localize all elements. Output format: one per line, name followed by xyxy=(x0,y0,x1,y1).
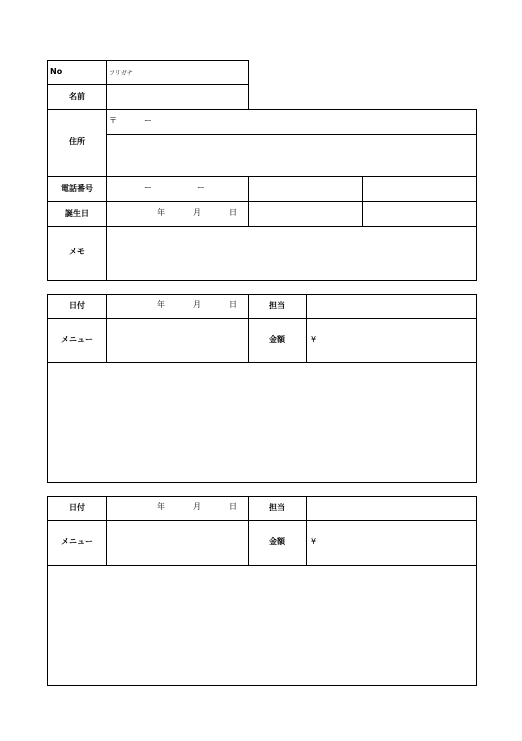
birthday-year-unit: 年 xyxy=(157,208,165,217)
record-1-menu-label: メニュー xyxy=(61,335,93,344)
postal-mark: 〒 xyxy=(109,116,117,125)
extra-field-1[interactable] xyxy=(249,177,361,200)
birthday-label: 誕生日 xyxy=(65,209,89,218)
record-2-staff-label: 担当 xyxy=(269,503,285,512)
record-2-yen-sign: ¥ xyxy=(311,537,317,546)
phone-dash-1: ー xyxy=(144,183,152,192)
record-1-col-divider-2 xyxy=(248,294,249,362)
furigana-label: フリガナ xyxy=(109,70,133,77)
phone-field[interactable] xyxy=(107,177,247,200)
name-label: 名前 xyxy=(69,92,85,101)
record-2-date-field[interactable] xyxy=(107,497,247,519)
record-1-day-unit: 日 xyxy=(229,300,237,309)
postal-dash: ー xyxy=(144,116,152,125)
furigana-field[interactable] xyxy=(120,61,248,83)
record-2-amount-field[interactable] xyxy=(320,521,476,564)
no-label: No xyxy=(50,67,63,76)
record-1-staff-label: 担当 xyxy=(269,301,285,310)
birthday-month-unit: 月 xyxy=(193,208,201,217)
record-2-menu-field[interactable] xyxy=(107,521,247,564)
record-2-staff-field[interactable] xyxy=(307,497,476,519)
record-2-date-label: 日付 xyxy=(69,503,85,512)
record-1-month-unit: 月 xyxy=(193,300,201,309)
record-1-staff-field[interactable] xyxy=(307,295,476,317)
address-label: 住所 xyxy=(69,137,85,146)
extra-field-3[interactable] xyxy=(249,202,361,225)
extra-field-4[interactable] xyxy=(363,202,476,225)
record-1-date-field[interactable] xyxy=(107,295,247,317)
record-2-col-divider-2 xyxy=(248,496,249,565)
extra-field-2[interactable] xyxy=(363,177,476,200)
record-2-notes-area[interactable] xyxy=(48,566,476,685)
record-2-menu-label: メニュー xyxy=(61,537,93,546)
record-1-menu-field[interactable] xyxy=(107,319,247,361)
record-2-amount-label: 金額 xyxy=(269,537,285,546)
record-2-day-unit: 日 xyxy=(229,502,237,511)
record-1-date-label: 日付 xyxy=(69,301,85,310)
memo-label: メモ xyxy=(69,247,85,256)
record-1-notes-area[interactable] xyxy=(48,363,476,482)
name-field[interactable] xyxy=(107,85,248,109)
memo-field[interactable] xyxy=(107,227,476,280)
record-2-year-unit: 年 xyxy=(157,502,165,511)
phone-dash-2: ー xyxy=(197,183,205,192)
birthday-day-unit: 日 xyxy=(229,208,237,217)
record-1-year-unit: 年 xyxy=(157,300,165,309)
phone-label: 電話番号 xyxy=(61,184,93,193)
record-1-amount-label: 金額 xyxy=(269,335,285,344)
record-2-month-unit: 月 xyxy=(193,502,201,511)
address-field[interactable] xyxy=(107,135,476,175)
record-1-yen-sign: ¥ xyxy=(311,335,317,344)
record-1-amount-field[interactable] xyxy=(320,319,476,361)
birthday-field[interactable] xyxy=(107,202,247,225)
postal-code-field[interactable] xyxy=(120,110,476,133)
